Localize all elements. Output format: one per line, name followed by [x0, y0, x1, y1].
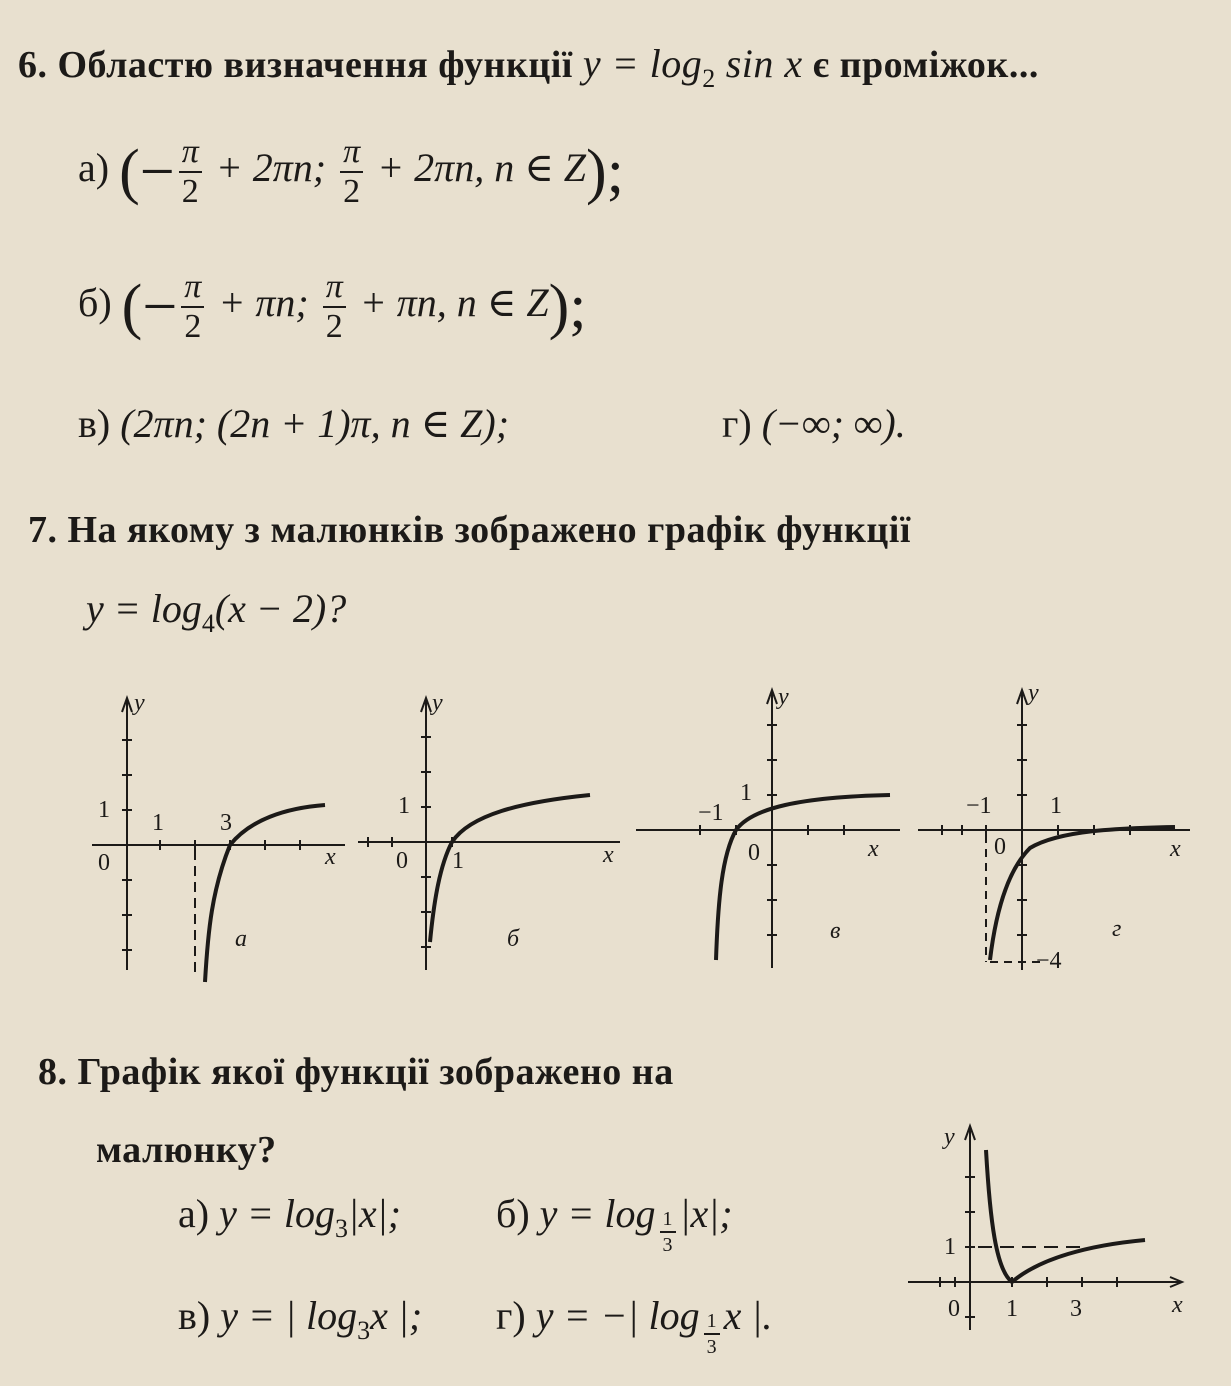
graph-caption: в — [830, 918, 841, 944]
q6-base: 2 — [702, 64, 716, 93]
option-label: в) — [78, 401, 111, 446]
option-tail: |x|; — [347, 1191, 402, 1236]
q7-formula-tail: (x − 2)? — [214, 586, 347, 631]
option-base-fraction: $\frac{1}{3}$ — [660, 1209, 676, 1255]
q7-base: 4 — [201, 609, 215, 638]
graph-caption: б — [507, 926, 520, 952]
q7-line1: На якому з малюнків зображено графік функції — [67, 509, 911, 551]
option-tail: x |; — [370, 1293, 423, 1338]
axis-label-x: x — [603, 842, 614, 868]
origin-label: 0 — [994, 834, 1006, 860]
option-pre: y = log — [539, 1191, 656, 1236]
tick-label: −1 — [698, 800, 724, 826]
q7-number: 7. — [28, 509, 58, 551]
origin-label: 0 — [948, 1296, 960, 1322]
q6-heading — [18, 40, 1039, 93]
option-pre: y = | log — [220, 1293, 358, 1338]
option-label: а) — [178, 1191, 210, 1236]
graph-caption: а — [235, 926, 247, 952]
q7-heading — [28, 508, 911, 552]
option-part2: + πn, n ∈ Z — [359, 280, 549, 326]
q6-option-c — [78, 400, 509, 447]
tick-label: 1 — [740, 780, 752, 806]
option-open: (− — [119, 138, 175, 206]
q8-line2: малюнку? — [96, 1129, 277, 1171]
q8-option-d — [496, 1292, 773, 1358]
tick-label: 1 — [452, 848, 464, 874]
origin-label: 0 — [396, 848, 408, 874]
graph-caption: г — [1112, 916, 1122, 942]
option-text: (2πn; (2n + 1)π, n ∈ Z); — [120, 401, 510, 446]
tick-label: 1 — [98, 797, 110, 823]
option-label: г) — [496, 1293, 526, 1338]
graph-b — [358, 698, 620, 970]
option-base-fraction: $\frac{1}{3}$ — [704, 1311, 720, 1357]
graph-d — [918, 690, 1190, 970]
axis-label-y: y — [134, 690, 145, 716]
q6-text-pre: Областю визначення функції — [57, 44, 573, 86]
q6-formula-tail: sin x — [725, 41, 803, 86]
function-curve — [716, 795, 890, 960]
tick-label: 1 — [1050, 793, 1062, 819]
q8-heading — [38, 1050, 674, 1094]
option-pre: y = −| log — [535, 1293, 700, 1338]
axis-label-y: y — [1028, 680, 1039, 706]
q8-line2-wrap — [96, 1128, 277, 1172]
option-base: 3 — [357, 1316, 371, 1345]
tick-label: 3 — [1070, 1296, 1082, 1322]
option-open: (− — [121, 273, 178, 341]
option-label: б) — [496, 1191, 530, 1236]
axis-label-x: x — [868, 836, 879, 862]
tick-label: 1 — [944, 1234, 956, 1260]
option-part1: + πn; — [218, 280, 309, 326]
q7-formula: y = log — [86, 586, 202, 631]
option-close: ); — [586, 138, 624, 206]
option-base: 3 — [334, 1214, 348, 1243]
function-curve — [990, 827, 1175, 960]
tick-label: 1 — [398, 793, 410, 819]
q8-graph — [900, 1120, 1200, 1340]
option-part1: + 2πn; — [215, 145, 327, 191]
q6-option-b — [78, 270, 587, 344]
axis-label-y: y — [432, 690, 443, 716]
q6-option-a — [78, 135, 624, 209]
origin-label: 0 — [98, 850, 110, 876]
fraction: $\frac{\pi}{2}$ — [323, 270, 346, 344]
q6-text-post: є проміжок... — [812, 44, 1039, 86]
option-label: б) — [78, 280, 112, 326]
q8-option-c — [178, 1292, 423, 1345]
origin-label: 0 — [748, 840, 760, 866]
option-label: в) — [178, 1293, 211, 1338]
option-tail: x |. — [723, 1293, 773, 1338]
q6-formula: y = log — [582, 41, 703, 86]
fraction: $\frac{\pi}{2}$ — [179, 135, 202, 209]
axis-label-y: y — [778, 684, 789, 710]
tick-label: −4 — [1036, 948, 1062, 974]
function-curve — [986, 1150, 1145, 1282]
tick-label: 1 — [152, 810, 164, 836]
graph-a — [92, 698, 345, 982]
q8-option-b — [496, 1190, 733, 1256]
fraction: $\frac{\pi}{2}$ — [340, 135, 363, 209]
axis-label-x: x — [325, 844, 336, 870]
axis-label-x: x — [1172, 1292, 1183, 1318]
option-tail: |x|; — [679, 1191, 733, 1236]
option-text: (−∞; ∞). — [761, 401, 906, 446]
fraction: $\frac{\pi}{2}$ — [181, 270, 204, 344]
axis-label-x: x — [1170, 836, 1181, 862]
q8-option-a — [178, 1190, 402, 1243]
tick-label: 3 — [220, 810, 232, 836]
option-label: а) — [78, 145, 110, 191]
axis-label-y: y — [944, 1124, 955, 1150]
option-label: г) — [722, 401, 752, 446]
tick-label: −1 — [966, 793, 992, 819]
q6-option-d — [722, 400, 906, 447]
graph-c — [636, 690, 900, 968]
q8-number: 8. — [38, 1051, 68, 1093]
tick-label: 1 — [1006, 1296, 1018, 1322]
option-pre: y = log — [219, 1191, 335, 1236]
q7-graphs — [0, 670, 1231, 1010]
q6-number: 6. — [18, 44, 48, 86]
option-part2: + 2πn, n ∈ Z — [377, 145, 587, 191]
q8-line1: Графік якої функції зображено на — [77, 1051, 674, 1093]
option-close: ); — [548, 273, 587, 341]
q7-formula-line — [86, 585, 347, 638]
